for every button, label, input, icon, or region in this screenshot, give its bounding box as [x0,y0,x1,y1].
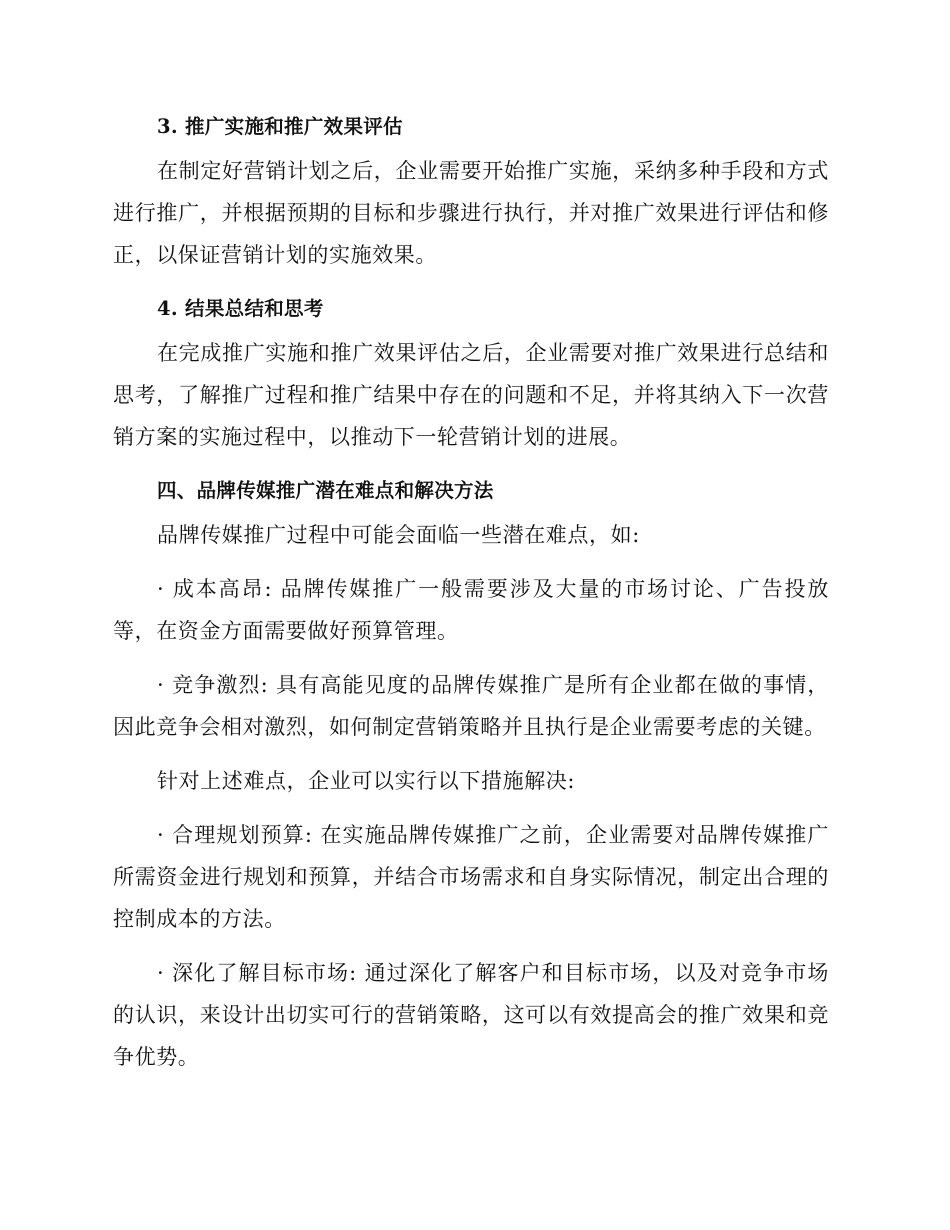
bullet-paragraph: · 成本高昂: 品牌传媒推广一般需要涉及大量的市场讨论、广告投放等，在资金方面需要做好预算管理。 [113,577,829,643]
section-heading: 3. 推广实施和推广效果评估 [157,115,403,138]
document-body [113,112,829,1078]
bullet-paragraph: · 深化了解目标市场: 通过深化了解客户和目标市场，以及对竞争市场的认识，来设计出切实可行的营销策略，这可以有效提高会的推广效果和竞争优势。 [113,961,829,1069]
paragraph: 在完成推广实施和推广效果评估之后，企业需要对推广效果进行总结和思考，了解推广过程和推广结果中存在的问题和不足，并将其纳入下一次营销方案的实施过程中，以推动下一轮营销计划的进展。 [113,341,829,449]
section-heading: 4. 结果总结和思考 [157,297,324,320]
paragraph: 品牌传媒推广过程中可能会面临一些潜在难点，如: [157,523,640,547]
paragraph: 针对上述难点，企业可以实行以下措施解决: [157,769,576,793]
bullet-paragraph: · 合理规划预算: 在实施品牌传媒推广之前，企业需要对品牌传媒推广所需资金进行规划和预算，并结合市场需求和自身实际情况，制定出合理的控制成本的方法。 [113,823,829,931]
bullet-paragraph: · 竞争激烈: 具有高能见度的品牌传媒推广是所有企业都在做的事情，因此竞争会相对激烈，如何制定营销策略并且执行是企业需要考虑的关键。 [113,673,829,739]
section-heading: 四、品牌传媒推广潜在难点和解决方法 [157,479,494,502]
paragraph: 在制定好营销计划之后，企业需要开始推广实施，采纳多种手段和方式进行推广，并根据预期的目标和步骤进行执行，并对推广效果进行评估和修正，以保证营销计划的实施效果。 [113,159,829,267]
